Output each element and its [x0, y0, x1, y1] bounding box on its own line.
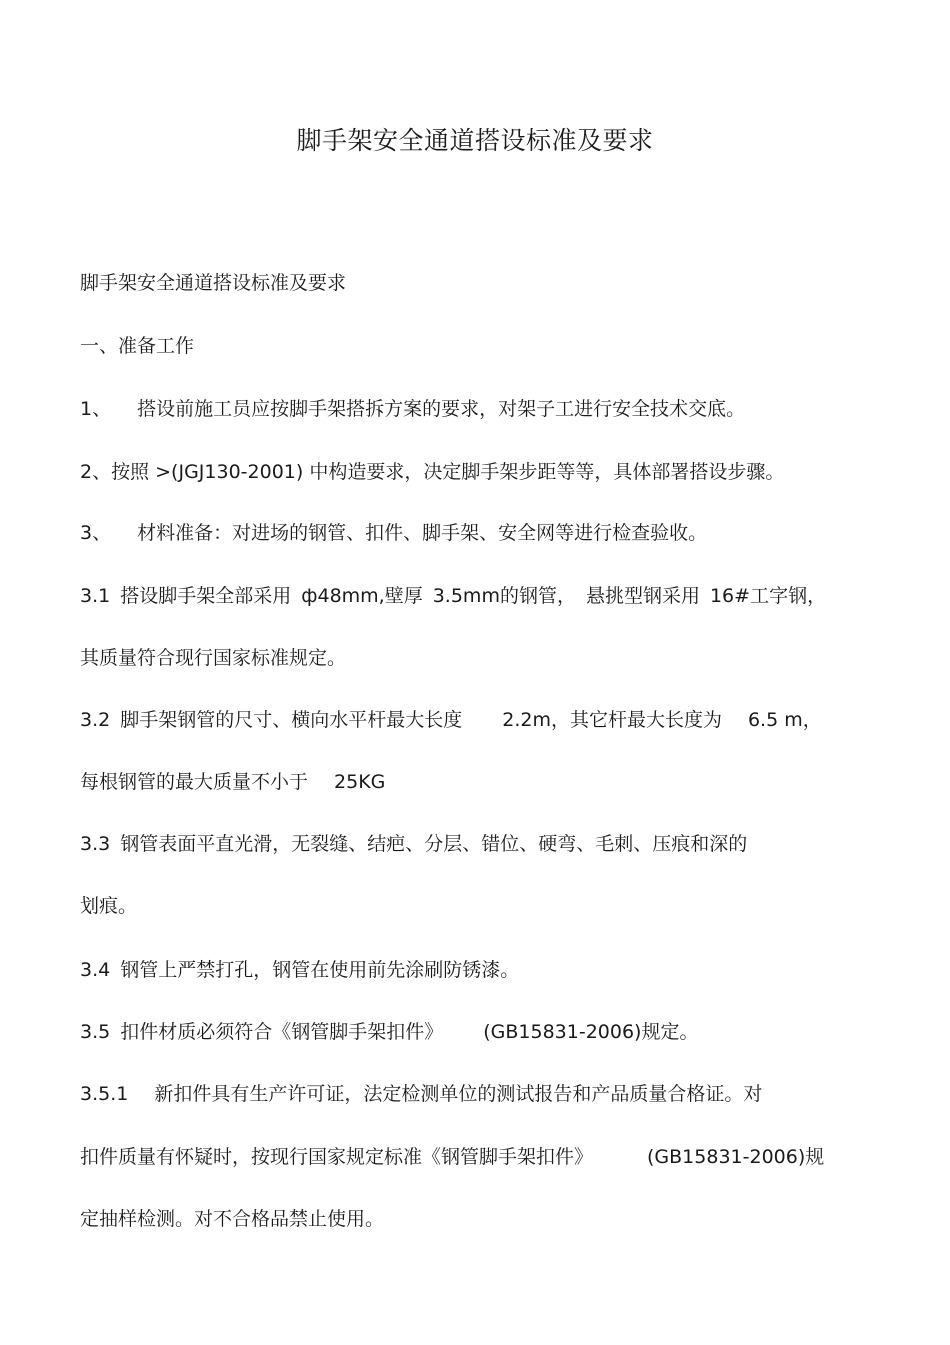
item-number: 3.5 [80, 1021, 111, 1043]
item-text: 2、按照 >(JGJ130-2001) 中构造要求，决定脚手架步距等等，具体部署搭设步骤。 [80, 461, 785, 483]
item-text-b: 25KG [334, 771, 386, 793]
item-text-d: 悬挑型钢采用 [585, 585, 700, 607]
item-text: 材料准备：对进场的钢管、扣件、脚手架、安全网等进行检查验收。 [137, 522, 708, 544]
paragraph-item-3-4 [80, 957, 880, 983]
item-number: 3.2 [80, 709, 111, 731]
paragraph-item-3-5 [80, 1019, 880, 1045]
paragraph-item-3-3 [80, 831, 880, 857]
item-text-b: (GB15831-2006)规 [647, 1146, 825, 1168]
paragraph-item-3-1-continued: 其质量符合现行国家标准规定。 [80, 647, 347, 669]
paragraph-item-3-2-continued [80, 769, 880, 795]
item-text-b: 2.2m，其它杆最大长度为 [502, 709, 722, 731]
paragraph-item-3-3-continued: 划痕。 [80, 895, 138, 917]
item-number: 1、 [80, 398, 112, 420]
item-text-c: 6.5 m， [747, 709, 822, 731]
paragraph-item-3 [80, 520, 880, 546]
paragraph-item-1 [80, 396, 880, 422]
item-text-b: ф48mm,壁厚 [301, 585, 423, 607]
item-number: 3、 [80, 522, 112, 544]
paragraph-item-3-2 [80, 707, 880, 733]
item-text-a: 脚手架钢管的尺寸、横向水平杆最大长度 [120, 709, 463, 731]
item-text-a: 扣件材质必须符合《钢管脚手架扣件》 [120, 1021, 444, 1043]
item-text-c: 3.5mm的钢管， [432, 585, 576, 607]
document-subtitle: 脚手架安全通道搭设标准及要求 [80, 272, 347, 294]
item-text-b: (GB15831-2006)规定。 [483, 1021, 699, 1043]
item-text-a: 搭设脚手架全部采用 [120, 585, 292, 607]
item-text: 钢管表面平直光滑，无裂缝、结疤、分层、错位、硬弯、毛刺、压痕和深的 [120, 833, 748, 855]
section-heading-preparation: 一、准备工作 [80, 335, 195, 357]
item-text-e: 16#工字钢， [709, 585, 827, 607]
item-text: 新扣件具有生产许可证，法定检测单位的测试报告和产品质量合格证。对 [154, 1083, 763, 1105]
page-title: 脚手架安全通道搭设标准及要求 [296, 126, 654, 155]
item-number: 3.5.1 [80, 1083, 129, 1105]
item-number: 3.3 [80, 833, 111, 855]
paragraph-item-3-5-1-continued [80, 1144, 880, 1170]
item-text: 搭设前施工员应按脚手架搭拆方案的要求，对架子工进行安全技术交底。 [137, 398, 746, 420]
paragraph-item-2 [80, 459, 880, 485]
item-text: 钢管上严禁打孔，钢管在使用前先涂刷防锈漆。 [120, 959, 520, 981]
paragraph-item-3-1 [80, 583, 880, 609]
item-text-a: 每根钢管的最大质量不小于 [80, 771, 309, 793]
paragraph-item-3-5-1-end: 定抽样检测。对不合格品禁止使用。 [80, 1208, 385, 1230]
item-number: 3.4 [80, 959, 111, 981]
paragraph-item-3-5-1 [80, 1081, 880, 1107]
item-text-a: 扣件质量有怀疑时，按现行国家规定标准《钢管脚手架扣件》 [80, 1146, 594, 1168]
item-number: 3.1 [80, 585, 111, 607]
